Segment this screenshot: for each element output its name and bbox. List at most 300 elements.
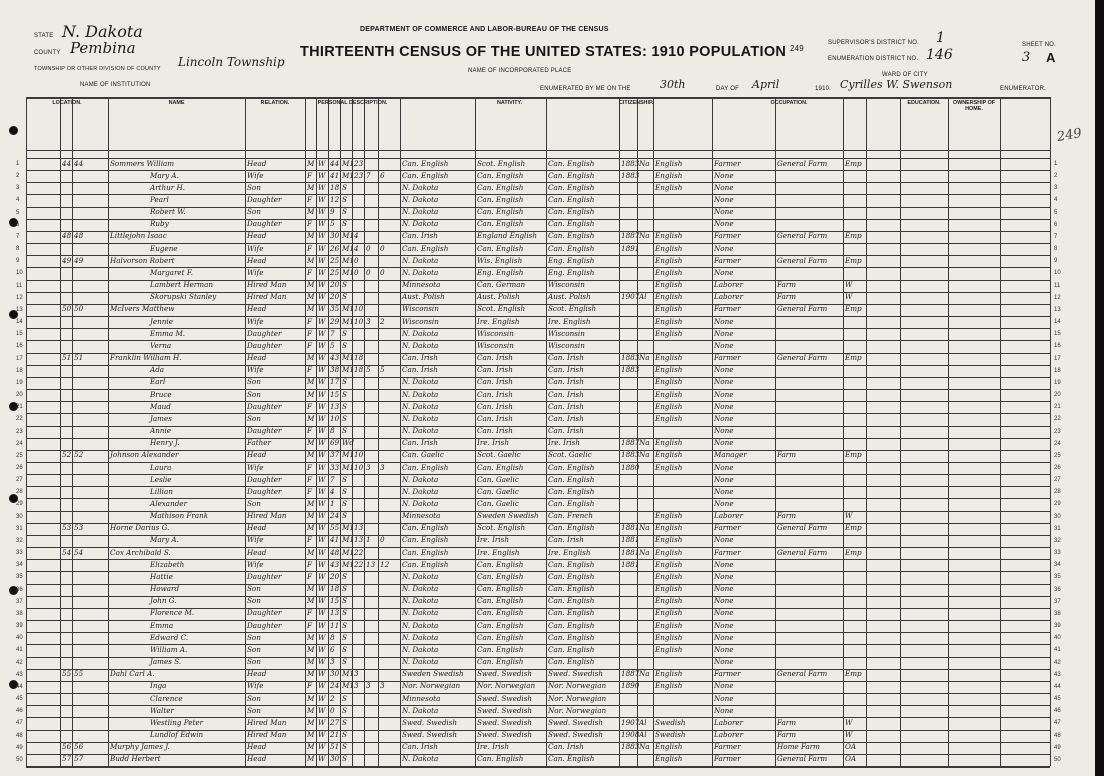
cell-trade: None xyxy=(714,486,734,496)
cell-ms: S xyxy=(342,632,347,642)
line-number: 15 xyxy=(1054,331,1061,338)
cell-name: Franklin William H. xyxy=(110,353,182,363)
cell-age: 44 xyxy=(330,158,340,168)
cell-rel: Son xyxy=(247,207,261,217)
line-number: 11 xyxy=(16,282,23,289)
cell-fam: 53 xyxy=(74,523,84,533)
cell-sex: M xyxy=(307,669,315,679)
cell-lang: English xyxy=(655,632,683,642)
cell-rel: Head xyxy=(247,754,267,764)
cell-name: Pearl xyxy=(150,194,169,204)
cell-mbp: Can. Irish xyxy=(548,365,584,375)
cell-emp: Emp xyxy=(845,158,862,168)
section-heading: NAME xyxy=(168,100,185,106)
cell-fbp: Ire. Irish xyxy=(477,535,509,545)
cell-ch: 7 xyxy=(366,170,371,180)
cell-name: Murphy James J. xyxy=(110,742,170,752)
cell-race: W xyxy=(318,255,326,265)
cell-bp: N. Dakota xyxy=(402,389,439,399)
cell-trade: Laborer xyxy=(714,292,744,302)
cell-bp: Can. English xyxy=(402,535,449,545)
cell-ind: Farm xyxy=(777,280,797,290)
cell-name: William A. xyxy=(150,644,188,654)
cell-bp: N. Dakota xyxy=(402,486,439,496)
line-number: 29 xyxy=(16,501,23,508)
cell-mbp: Can. English xyxy=(548,596,595,606)
line-number: 8 xyxy=(1054,246,1058,253)
cell-sex: M xyxy=(307,644,315,654)
cell-yrs: 23 xyxy=(354,158,364,168)
line-number: 19 xyxy=(1054,379,1061,386)
cell-ms: M1 xyxy=(342,255,354,265)
cell-sex: M xyxy=(307,158,315,168)
cell-fbp: Can. English xyxy=(477,632,524,642)
cell-mbp: Can. English xyxy=(548,194,595,204)
cell-fam: 55 xyxy=(74,669,84,679)
cell-race: W xyxy=(318,280,326,290)
cell-sex: F xyxy=(307,328,312,338)
cell-sex: F xyxy=(307,170,312,180)
cell-rel: Daughter xyxy=(247,340,282,350)
cell-sex: F xyxy=(307,681,312,691)
line-number: 19 xyxy=(16,379,23,386)
line-number: 20 xyxy=(1054,392,1061,399)
cell-race: W xyxy=(318,584,326,594)
cell-lang: English xyxy=(655,511,683,521)
cell-name: Mathison Frank xyxy=(150,511,209,521)
cell-ms: M1 xyxy=(342,353,354,363)
cell-lang: English xyxy=(655,523,683,533)
cell-rel: Hired Man xyxy=(247,292,287,302)
cell-ms: M1 xyxy=(342,170,354,180)
cell-bp: Can. English xyxy=(402,243,449,253)
cell-age: 9 xyxy=(330,207,335,217)
cell-rel: Son xyxy=(247,596,261,606)
cell-fbp: Can. Irish xyxy=(477,426,513,436)
cell-race: W xyxy=(318,754,326,764)
line-number: 30 xyxy=(16,513,23,520)
cell-fbp: Can. Gaelic xyxy=(477,474,519,484)
cell-fbp: Eng. English xyxy=(477,267,524,277)
cell-bp: Sweden Swedish xyxy=(402,669,464,679)
cell-yrs: 18 xyxy=(354,353,364,363)
cell-sex: M xyxy=(307,547,315,557)
cell-mbp: Can. Irish xyxy=(548,742,584,752)
cell-sex: M xyxy=(307,717,315,727)
cell-lang: English xyxy=(655,328,683,338)
cell-ms: S xyxy=(342,693,347,703)
county-label: COUNTY xyxy=(34,50,61,56)
line-number: 39 xyxy=(1054,623,1061,630)
cell-ms: S xyxy=(342,511,347,521)
cell-mbp: Can. Irish xyxy=(548,401,584,411)
cell-dw: 49 xyxy=(62,255,72,265)
cell-fbp: Can. Irish xyxy=(477,389,513,399)
cell-bp: N. Dakota xyxy=(402,620,439,630)
cell-race: W xyxy=(318,730,326,740)
cell-fbp: Can. Irish xyxy=(477,353,513,363)
cell-cit: Na xyxy=(639,742,650,752)
cell-name: Lillian xyxy=(150,486,173,496)
column-rule xyxy=(108,97,109,766)
cell-trade: Farmer xyxy=(714,353,741,363)
cell-trade: None xyxy=(714,389,734,399)
cell-ch: 5 xyxy=(366,365,371,375)
cell-yrs: 22 xyxy=(354,547,364,557)
cell-name: Leslie xyxy=(150,474,172,484)
cell-age: 20 xyxy=(330,280,340,290)
cell-ch: 3 xyxy=(366,462,371,472)
line-number: 22 xyxy=(1054,416,1061,423)
cell-rel: Father xyxy=(247,438,271,448)
cell-ms: S xyxy=(342,219,347,229)
cell-trade: None xyxy=(714,474,734,484)
line-number: 25 xyxy=(1054,452,1061,459)
side-annotation: 249 xyxy=(1055,125,1083,146)
ward-label: WARD OF CITY xyxy=(882,72,928,78)
cell-lang: English xyxy=(655,547,683,557)
cell-age: 15 xyxy=(330,389,340,399)
cell-age: 26 xyxy=(330,243,340,253)
cell-emp: Emp xyxy=(845,669,862,679)
cell-mbp: Nor. Norwegian xyxy=(548,693,607,703)
cell-cit: Al xyxy=(639,292,647,302)
cell-fam: 44 xyxy=(74,158,84,168)
cell-race: W xyxy=(318,207,326,217)
line-number: 47 xyxy=(16,720,23,727)
line-number: 9 xyxy=(1054,258,1058,265)
enumerated-label: ENUMERATED BY ME ON THE xyxy=(540,86,631,92)
cell-trade: Laborer xyxy=(714,280,744,290)
line-number: 13 xyxy=(1054,306,1061,313)
cell-name: Walter xyxy=(150,705,174,715)
cell-trade: Farmer xyxy=(714,547,741,557)
cell-bp: N. Dakota xyxy=(402,474,439,484)
cell-race: W xyxy=(318,596,326,606)
cell-emp: OA xyxy=(845,754,857,764)
cell-imm: 1883 xyxy=(621,170,640,180)
cell-lang: English xyxy=(655,401,683,411)
cell-emp: Emp xyxy=(845,547,862,557)
cell-rel: Son xyxy=(247,377,261,387)
line-number: 18 xyxy=(16,367,23,374)
cell-name: Skorupski Stanley xyxy=(150,292,217,302)
cell-race: W xyxy=(318,571,326,581)
cell-age: 30 xyxy=(330,231,340,241)
cell-yrs: 4 xyxy=(354,231,359,241)
cell-trade: None xyxy=(714,632,734,642)
line-number: 32 xyxy=(1054,537,1061,544)
cell-lang: Swedish xyxy=(655,730,686,740)
cell-name: James S. xyxy=(150,657,182,667)
cell-race: W xyxy=(318,632,326,642)
cell-mbp: Can. English xyxy=(548,754,595,764)
cell-name: Robert W. xyxy=(150,207,186,217)
cell-trade: None xyxy=(714,657,734,667)
cell-name: James xyxy=(150,413,172,423)
cell-mbp: Wisconsin xyxy=(548,328,585,338)
cell-emp: Emp xyxy=(845,304,862,314)
cell-bp: Aust. Polish xyxy=(402,292,445,302)
cell-bp: Can. Irish xyxy=(402,353,438,363)
cell-sex: F xyxy=(307,365,312,375)
cell-race: W xyxy=(318,389,326,399)
cell-sex: M xyxy=(307,511,315,521)
cell-bp: Wisconsin xyxy=(402,304,439,314)
line-number: 18 xyxy=(1054,367,1061,374)
cell-name: Margaret F. xyxy=(150,267,193,277)
cell-age: 43 xyxy=(330,353,340,363)
cell-emp: W xyxy=(845,280,853,290)
cell-dw: 57 xyxy=(62,754,72,764)
cell-fam: 51 xyxy=(74,353,84,363)
cell-ch: 3 xyxy=(366,681,371,691)
cell-ms: S xyxy=(342,705,347,715)
cell-mbp: Can. English xyxy=(548,644,595,654)
cell-age: 30 xyxy=(330,669,340,679)
cell-ms: S xyxy=(342,571,347,581)
cell-mbp: Can. English xyxy=(548,523,595,533)
line-number: 2 xyxy=(1054,173,1058,180)
cell-mbp: Can. English xyxy=(548,219,595,229)
line-number: 5 xyxy=(1054,209,1058,216)
cell-rel: Wife xyxy=(247,243,264,253)
cell-race: W xyxy=(318,559,326,569)
cell-race: W xyxy=(318,547,326,557)
cell-al: 12 xyxy=(380,559,390,569)
cell-fbp: Can. Irish xyxy=(477,413,513,423)
cell-mbp: Eng. English xyxy=(548,267,595,277)
cell-ms: S xyxy=(342,754,347,764)
cell-age: 13 xyxy=(330,401,340,411)
section-heading: LOCATION. xyxy=(52,100,82,106)
cell-ind: General Farm xyxy=(777,231,828,241)
cell-rel: Daughter xyxy=(247,328,282,338)
cell-bp: N. Dakota xyxy=(402,426,439,436)
cell-trade: Laborer xyxy=(714,717,744,727)
cell-fbp: Can. German xyxy=(477,280,526,290)
cell-ind: Farm xyxy=(777,450,797,460)
cell-rel: Son xyxy=(247,644,261,654)
cell-fbp: Can. English xyxy=(477,194,524,204)
cell-mbp: Can. English xyxy=(548,474,595,484)
cell-sex: M xyxy=(307,231,315,241)
line-number: 27 xyxy=(16,477,23,484)
column-rule xyxy=(900,97,901,766)
cell-race: W xyxy=(318,316,326,326)
cell-imm: 1883 xyxy=(621,158,640,168)
cell-al: 6 xyxy=(380,170,385,180)
cell-fbp: Ire. Irish xyxy=(477,742,509,752)
cell-sex: M xyxy=(307,377,315,387)
cell-lang: English xyxy=(655,170,683,180)
column-rule xyxy=(653,97,654,766)
cell-bp: N. Dakota xyxy=(402,754,439,764)
ed-label: ENUMERATION DISTRICT NO. xyxy=(828,56,919,62)
cell-rel: Head xyxy=(247,304,267,314)
cell-name: Alexander xyxy=(150,498,188,508)
cell-fbp: Can. Irish xyxy=(477,401,513,411)
column-rule xyxy=(378,97,379,766)
cell-mbp: Swed. Swedish xyxy=(548,730,604,740)
section-heading: EDUCATION. xyxy=(907,100,941,106)
cell-dw: 52 xyxy=(62,450,72,460)
cell-age: 17 xyxy=(330,377,340,387)
line-number: 30 xyxy=(1054,513,1061,520)
supervisor-label: SUPERVISOR'S DISTRICT NO. xyxy=(828,40,919,46)
cell-yrs: 10 xyxy=(354,462,364,472)
cell-bp: N. Dakota xyxy=(402,328,439,338)
cell-age: 41 xyxy=(330,170,340,180)
cell-rel: Hired Man xyxy=(247,717,287,727)
section-heading: OCCUPATION. xyxy=(770,100,808,106)
cell-sex: M xyxy=(307,292,315,302)
cell-name: Bruce xyxy=(150,389,172,399)
cell-rel: Head xyxy=(247,669,267,679)
cell-emp: Emp xyxy=(845,523,862,533)
cell-fbp: Wisconsin xyxy=(477,328,514,338)
cell-trade: None xyxy=(714,584,734,594)
cell-bp: N. Dakota xyxy=(402,413,439,423)
cell-emp: W xyxy=(845,292,853,302)
line-number: 42 xyxy=(1054,659,1061,666)
cell-sex: M xyxy=(307,389,315,399)
cell-mbp: Can. English xyxy=(548,584,595,594)
line-number: 46 xyxy=(1054,708,1061,715)
column-rule xyxy=(364,97,365,766)
cell-rel: Wife xyxy=(247,535,264,545)
cell-cit: Na xyxy=(639,353,650,363)
cell-al: 5 xyxy=(380,365,385,375)
cell-lang: English xyxy=(655,243,683,253)
column-rule xyxy=(305,97,306,766)
line-number: 24 xyxy=(16,440,23,447)
cell-sex: F xyxy=(307,194,312,204)
cell-trade: Farmer xyxy=(714,742,741,752)
cell-sex: F xyxy=(307,462,312,472)
line-number: 6 xyxy=(1054,221,1058,228)
cell-age: 33 xyxy=(330,462,340,472)
cell-mbp: Nor. Norwegian xyxy=(548,705,607,715)
cell-name: Annie xyxy=(150,426,172,436)
line-number: 32 xyxy=(16,537,23,544)
cell-sex: M xyxy=(307,742,315,752)
cell-rel: Head xyxy=(247,523,267,533)
cell-dw: 53 xyxy=(62,523,72,533)
line-number: 26 xyxy=(1054,465,1061,471)
cell-age: 2 xyxy=(330,693,335,703)
cell-mbp: Wisconsin xyxy=(548,280,585,290)
line-number: 48 xyxy=(16,732,23,739)
cell-ms: S xyxy=(342,717,347,727)
cell-age: 41 xyxy=(330,535,340,545)
line-number: 37 xyxy=(1054,598,1061,605)
cell-ch: 0 xyxy=(366,267,371,277)
line-number: 45 xyxy=(16,696,23,703)
cell-bp: N. Dakota xyxy=(402,377,439,387)
line-number: 14 xyxy=(1054,319,1061,326)
line-number: 22 xyxy=(16,416,23,423)
cell-mbp: Can. Irish xyxy=(548,353,584,363)
cell-race: W xyxy=(318,681,326,691)
cell-name: Lambert Herman xyxy=(150,280,214,290)
cell-bp: Can. Irish xyxy=(402,365,438,375)
cell-race: W xyxy=(318,413,326,423)
cell-fbp: Ire. Irish xyxy=(477,438,509,448)
cell-bp: N. Dakota xyxy=(402,632,439,642)
cell-fbp: Aust. Polish xyxy=(477,292,520,302)
cell-fbp: Can. English xyxy=(477,182,524,192)
cell-sex: M xyxy=(307,207,315,217)
cell-lang: English xyxy=(655,644,683,654)
cell-trade: None xyxy=(714,535,734,545)
cell-ms: S xyxy=(342,644,347,654)
cell-lang: English xyxy=(655,353,683,363)
cell-trade: Farmer xyxy=(714,754,741,764)
cell-rel: Son xyxy=(247,657,261,667)
cell-fbp: Sweden Swedish xyxy=(477,511,539,521)
cell-lang: English xyxy=(655,377,683,387)
cell-imm: 1887 xyxy=(621,438,640,448)
cell-ind: General Farm xyxy=(777,158,828,168)
column-rule xyxy=(1050,97,1051,766)
cell-bp: Can. English xyxy=(402,170,449,180)
cell-rel: Wife xyxy=(247,170,264,180)
cell-lang: English xyxy=(655,608,683,618)
cell-race: W xyxy=(318,158,326,168)
line-number: 13 xyxy=(16,306,23,313)
cell-trade: None xyxy=(714,219,734,229)
cell-cit: Na xyxy=(639,669,650,679)
cell-bp: Can. English xyxy=(402,547,449,557)
cell-ms: S xyxy=(342,194,347,204)
cell-rel: Son xyxy=(247,498,261,508)
cell-name: Halvorson Robert xyxy=(110,255,175,265)
cell-race: W xyxy=(318,644,326,654)
line-number: 41 xyxy=(16,647,23,654)
line-number: 37 xyxy=(16,598,23,605)
cell-ms: M1 xyxy=(342,450,354,460)
cell-sex: F xyxy=(307,571,312,581)
cell-race: W xyxy=(318,535,326,545)
cell-rel: Daughter xyxy=(247,620,282,630)
cell-bp: Can. Irish xyxy=(402,742,438,752)
cell-ind: Farm xyxy=(777,292,797,302)
line-number: 49 xyxy=(16,744,23,751)
cell-ind: General Farm xyxy=(777,523,828,533)
cell-bp: Swed. Swedish xyxy=(402,730,458,740)
cell-fam: 49 xyxy=(74,255,84,265)
cell-ms: S xyxy=(342,486,347,496)
cell-fbp: Can. English xyxy=(477,608,524,618)
cell-ms: M1 xyxy=(342,547,354,557)
cell-age: 0 xyxy=(330,705,335,715)
cell-name: Verna xyxy=(150,340,172,350)
cell-name: Henry J. xyxy=(150,438,180,448)
line-number: 48 xyxy=(1054,732,1061,739)
cell-mbp: Ire. English xyxy=(548,316,591,326)
cell-rel: Wife xyxy=(247,681,264,691)
line-number: 20 xyxy=(16,392,23,399)
cell-age: 35 xyxy=(330,304,340,314)
cell-sex: F xyxy=(307,316,312,326)
cell-lang: English xyxy=(655,669,683,679)
cell-name: Lundlof Edwin xyxy=(150,730,204,740)
cell-mbp: Can. English xyxy=(548,243,595,253)
cell-trade: None xyxy=(714,194,734,204)
line-number: 45 xyxy=(1054,696,1061,703)
cell-ms: M1 xyxy=(342,523,354,533)
